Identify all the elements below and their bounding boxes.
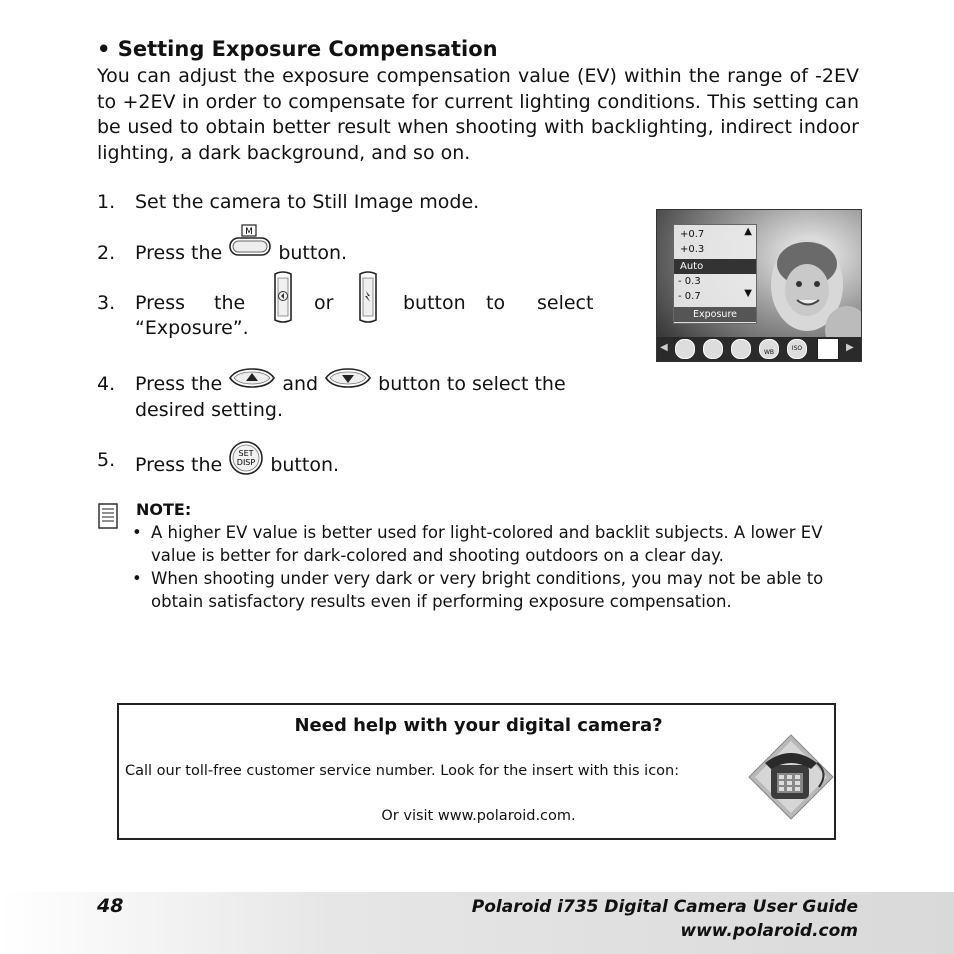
- note-title: NOTE:: [136, 500, 192, 519]
- step-word: Press: [135, 292, 186, 314]
- step-text: Set the camera to Still Image mode.: [135, 191, 480, 213]
- left-button-icon: [271, 270, 295, 331]
- step-text-line2: desired setting.: [135, 399, 284, 421]
- metering-icon[interactable]: [703, 339, 723, 359]
- step-1: [97, 190, 617, 216]
- step-3: [97, 291, 599, 347]
- help-visit: Or visit www.polaroid.com.: [381, 808, 576, 824]
- menu-button-icon: [228, 223, 272, 266]
- guide-title: Polaroid i735 Digital Camera User Guide: [471, 897, 858, 917]
- set-disp-button-icon: [228, 440, 264, 483]
- step-text-after: button.: [270, 454, 340, 476]
- menu-option[interactable]: - 0.3: [678, 276, 701, 287]
- ev-compensation-icon[interactable]: [817, 338, 839, 360]
- section-heading: • Setting Exposure Compensation: [97, 37, 498, 61]
- step-word: or: [314, 292, 334, 314]
- step-word: the: [214, 292, 246, 314]
- intro-paragraph: You can adjust the exposure compensation value (EV) within the range of -2EV to +2EV in order to compensate for current lighting conditions. This setting can be used to obtain better result when shooting with backlighting, indirect indoor lighting, a dark background, and so on.: [97, 65, 859, 164]
- white-balance-icon[interactable]: WB: [759, 339, 779, 359]
- step-2: [97, 227, 617, 271]
- step-number: 4.: [97, 373, 116, 395]
- menu-option[interactable]: - 0.7: [678, 291, 701, 302]
- menu-option[interactable]: +0.3: [680, 244, 705, 255]
- step-word: button: [403, 292, 466, 314]
- up-button-icon: [228, 367, 276, 396]
- down-button-icon: [324, 367, 372, 396]
- left-arrow-icon[interactable]: ◀: [660, 342, 668, 353]
- page-number: 48: [97, 895, 124, 917]
- step-text: [135, 372, 566, 397]
- step-4: [97, 372, 617, 424]
- step-number: 2.: [97, 242, 116, 264]
- footer-guide: [472, 895, 858, 943]
- step-number: 5.: [97, 449, 116, 471]
- exposure-icon[interactable]: [731, 339, 751, 359]
- lcd-screen: [656, 209, 862, 362]
- website[interactable]: www.polaroid.com: [680, 921, 858, 941]
- note-list: [130, 521, 860, 613]
- step-number: 1.: [97, 191, 116, 213]
- menu-button-label: M: [245, 227, 254, 237]
- right-arrow-icon[interactable]: ▶: [846, 342, 854, 353]
- step-text-before: Press the: [135, 454, 223, 476]
- step-text-before: Press the: [135, 373, 223, 395]
- set-label: SET: [238, 449, 254, 458]
- telephone-icon: [747, 733, 835, 821]
- help-title: Need help with your digital camera?: [294, 715, 663, 736]
- step-5: [97, 448, 617, 478]
- step-text-after: button.: [278, 242, 348, 264]
- scroll-up-icon[interactable]: ▲: [744, 226, 752, 237]
- step-number: 3.: [97, 292, 116, 314]
- lcd-toolbar: [657, 337, 861, 361]
- right-button-icon: [356, 270, 380, 331]
- menu-option-selected[interactable]: Auto: [674, 259, 756, 274]
- step-word: to: [486, 292, 506, 314]
- step-text-after: button to select the: [378, 373, 566, 395]
- scroll-down-icon[interactable]: ▼: [744, 288, 752, 299]
- menu-label: Exposure: [674, 307, 756, 322]
- iso-icon[interactable]: ISO: [787, 339, 807, 359]
- bullet: •: [132, 523, 142, 542]
- step-text-before: Press the: [135, 242, 223, 264]
- disp-label: DISP: [237, 458, 256, 467]
- help-box: [117, 703, 836, 840]
- step-text-mid: and: [282, 373, 319, 395]
- note-item-text: When shooting under very dark or very bright conditions, you may not be able to obtain satisfactory results even if performing exposure compensation.: [151, 569, 824, 611]
- bullet: •: [132, 569, 142, 588]
- step-text: [135, 448, 339, 483]
- step-word: select: [537, 292, 594, 314]
- help-line: Call our toll-free customer service number. Look for the insert with this icon:: [125, 763, 680, 779]
- quality-icon[interactable]: [675, 339, 695, 359]
- note-item: [130, 521, 860, 567]
- menu-option[interactable]: +0.7: [680, 229, 705, 240]
- step-text-line2: “Exposure”.: [135, 317, 249, 339]
- note-icon: [97, 502, 119, 530]
- note-item: [130, 567, 860, 613]
- step-text: [135, 227, 348, 266]
- exposure-menu: [673, 224, 757, 324]
- note-item-text: A higher EV value is better used for light-colored and backlit subjects. A lower EV value is better for dark-colored and shooting outdoors on a clear day.: [151, 523, 823, 565]
